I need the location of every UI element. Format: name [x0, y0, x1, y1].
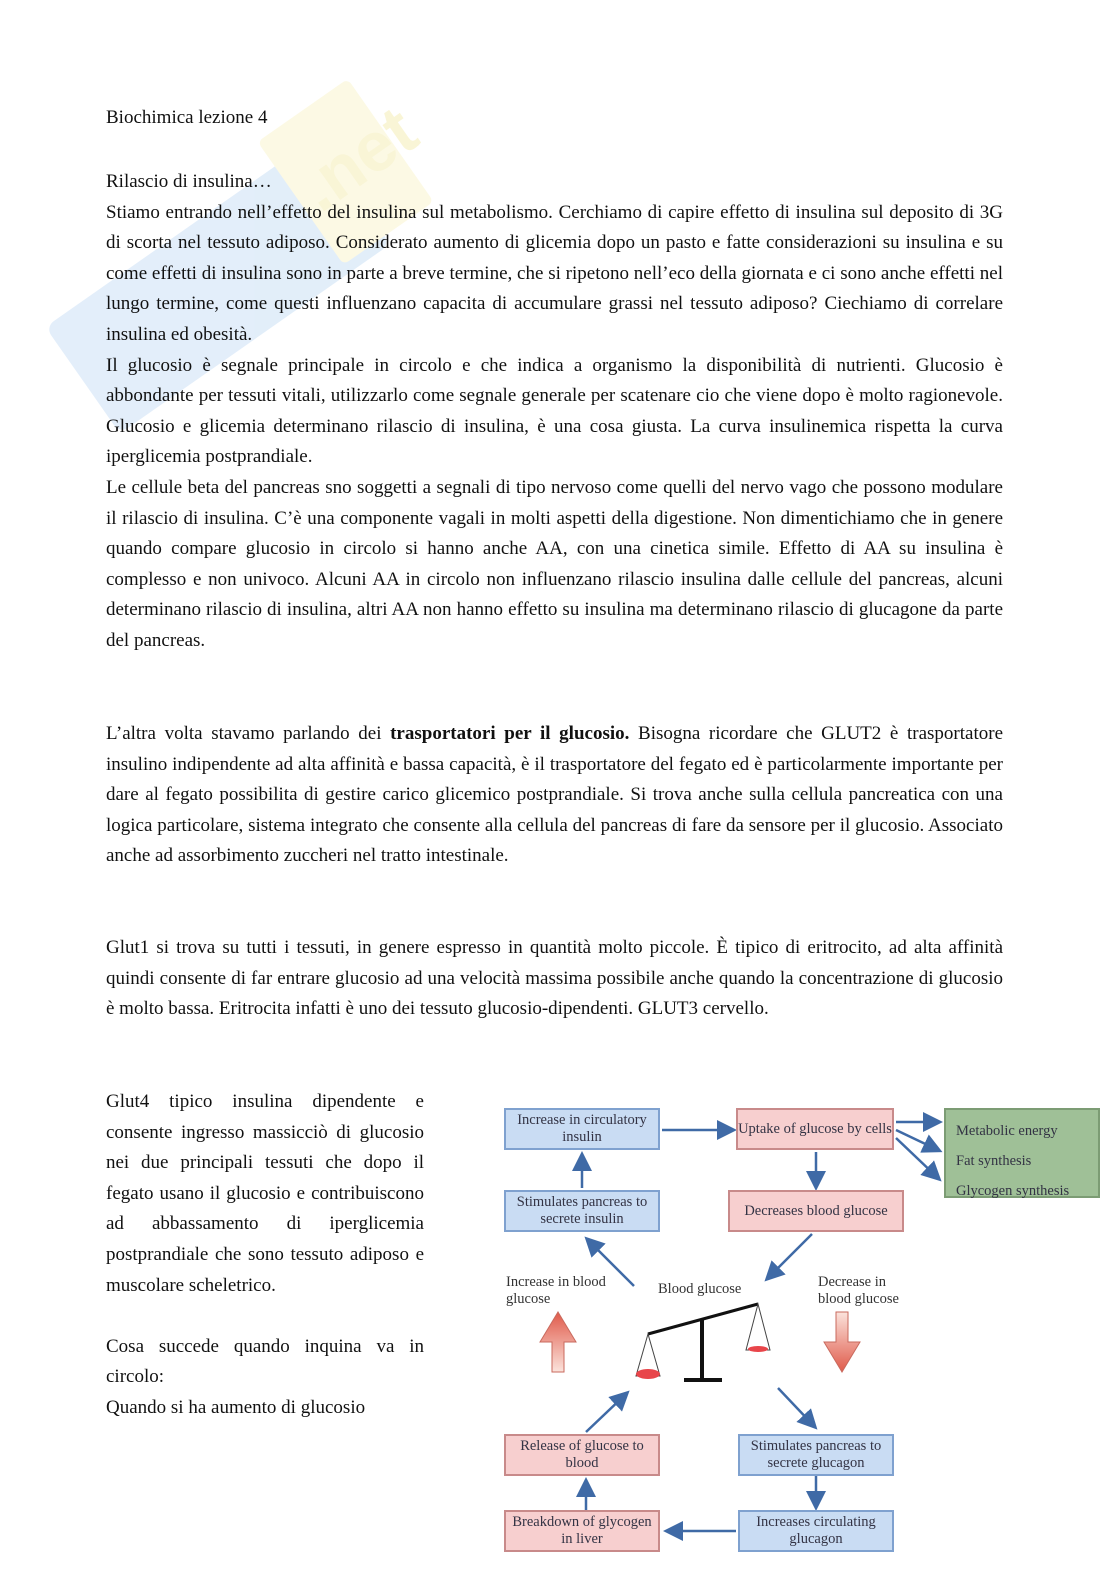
- blood-glucose-label: Blood glucose: [658, 1281, 742, 1297]
- increase-blood-glucose-label: Increase in blood glucose: [506, 1274, 606, 1307]
- glucose-regulation-diagram: [496, 1098, 1106, 1568]
- decreases-blood-glucose-box: Decreases blood glucose: [728, 1190, 904, 1232]
- paragraph: Le cellule beta del pancreas sno soggetti a segnali di tipo nervoso come quelli del nervo vago che possono modulare il rilascio di insulina. C’è una componente vagali in molti aspetti della digestione. Non dimentichiamo che in genere quando compare glucosio in circolo si hanno anche AA, con una cinetica simile. Effetto di AA su insulina è complesso e non univoco. Alcuni AA in circolo non influenzano rilascio insulina dalle cellule del pancreas, alcuni determinano rilascio di insulina, altri AA non hanno effetto su insulina ma determinano rilascio di glucagone da parte del pancreas.: [106, 476, 1003, 651]
- section-heading: Rilascio di insulina…: [106, 171, 272, 192]
- stimulates-insulin-box: Stimulates pancreas to secrete insulin: [504, 1190, 660, 1232]
- svg-text:.net: .net: [284, 90, 431, 227]
- left-column: [106, 1087, 424, 1424]
- arrow: [896, 1138, 938, 1178]
- breakdown-glycogen-box: Breakdown of glycogen in liver: [504, 1510, 660, 1552]
- release-glucose-box: Release of glucose to blood: [504, 1434, 660, 1476]
- arrow: [768, 1234, 812, 1278]
- outcomes-box: Metabolic energy Fat synthesis Glycogen synthesis: [944, 1108, 1100, 1198]
- intro-section: [106, 167, 1003, 657]
- glut1-paragraph: Glut1 si trova su tutti i tessuti, in genere espresso in quantità molto piccole. È tipico di eritrocito, ad alta affinità quindi consente di far entrare glucosio ad una velocità massima possibile anche quando la concentrazione di glucosio è molto bassa. Eritrocita infatti è uno dei tessuto glucosio-dipendenti. GLUT3 cervello.: [106, 937, 1003, 1020]
- document-title: Biochimica lezione 4: [106, 107, 268, 128]
- paragraph: Il glucosio è segnale principale in circolo e che indica a organismo la disponibilità di nutrienti. Glucosio è abbondante per tessuti vitali, utilizzarlo come segnale generale per scatenare cio che viene dopo è molto ragionevole. Glucosio e glicemia determinano rilascio di insulina, è una cosa giusta. La curva insulinemica rispetta la curva iperglicemia postprandiale.: [106, 354, 1003, 468]
- increases-glucagon-box: Increases circulating glucagon: [738, 1510, 894, 1552]
- down-arrow-icon: [824, 1312, 860, 1372]
- insulin-answer: Quando si ha aumento di glucosio: [106, 1396, 366, 1418]
- arrow: [896, 1130, 938, 1150]
- balance-scale-icon: [636, 1304, 770, 1380]
- increase-insulin-box: Increase in circulatory insulin: [504, 1108, 660, 1150]
- glut4-paragraph: Glut4 tipico insulina dipendente e consente ingresso massicciò di glucosio nei due principali tessuti che dopo il fegato usano il glucosio e contribuiscono ad abbassamento di iperglicemia postprandiale che sono tessuto adiposo e muscolare scheletrico.: [106, 1091, 424, 1296]
- up-arrow-icon: [540, 1312, 576, 1372]
- transporters-paragraph: L’altra volta stavamo parlando dei trasportatori per il glucosio. Bisogna ricordare che GLUT2 è trasportatore insulino indipendente ad alta affinità e bassa capacità, è il trasportatore del fegato ed è particolarmente importante per dare al fegato possibilita di gestire carico glicemico postprandiale. Si trova anche sulla cellula pancreatica con una logica particolare, sistema integrato che consente alla cellula del pancreas di fare da sensore per il glucosio. Associato anche ad assorbimento zuccheri nel tratto intestinale.: [106, 723, 1003, 867]
- paragraph: Stiamo entrando nell’effetto del insulina sul metabolismo. Cerchiamo di capire effetto di insulina sul deposito di 3G di scorta nel tessuto adiposo. Considerato aumento di glicemia dopo un pasto e fatte considerazioni su insulina e su come effetti di insulina sono in parte a breve termine, che si ripetono nell’eco della giornata e ci sono anche effetti nel lungo termine, come questi influenzano capacita di accumulare grassi nel tessuto adiposo? Ciechiamo di correlare insulina ed obesità.: [106, 201, 1003, 345]
- arrow: [586, 1394, 626, 1432]
- bold-term: trasportatori per il glucosio.: [390, 723, 630, 744]
- decrease-blood-glucose-label: Decrease in blood glucose: [818, 1274, 899, 1307]
- arrow: [778, 1388, 814, 1426]
- uptake-box: Uptake of glucose by cells: [736, 1108, 894, 1150]
- insulin-question: Cosa succede quando inquina va in circolo:: [106, 1335, 424, 1388]
- stimulates-glucagon-box: Stimulates pancreas to secrete glucagon: [738, 1434, 894, 1476]
